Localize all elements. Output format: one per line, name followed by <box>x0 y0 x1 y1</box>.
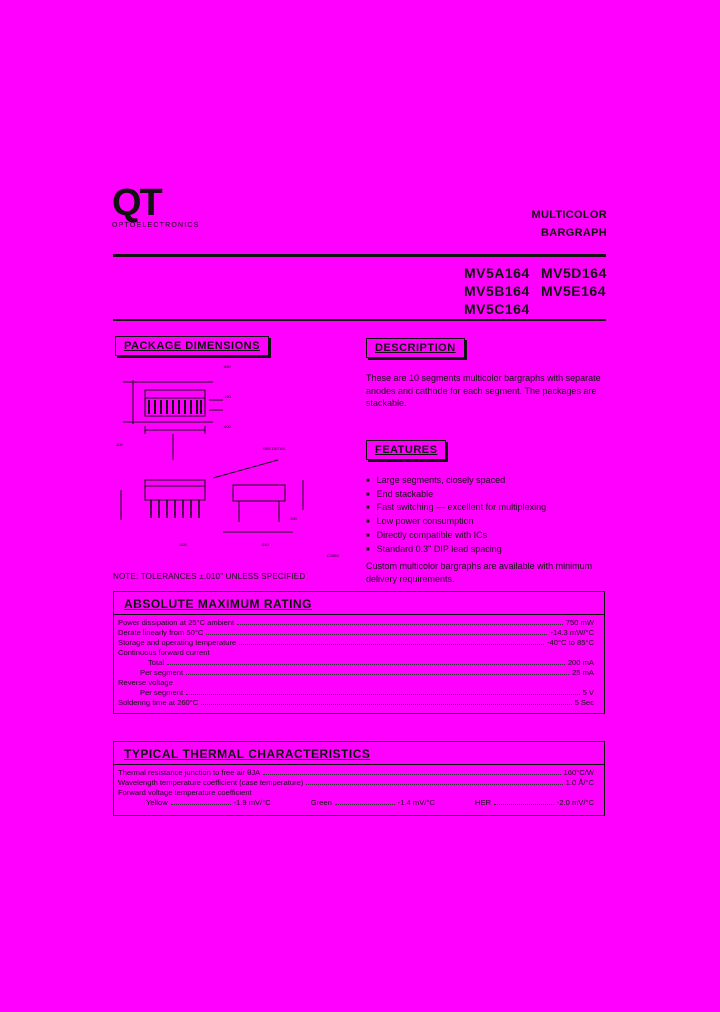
feature-item: ■ End stackable <box>366 488 606 502</box>
feature-item: ■ Large segments, closely spaced <box>366 474 606 488</box>
drawing-ref: C1888 <box>327 553 339 558</box>
dimension-label: .190 <box>223 394 231 399</box>
forward-voltage-coefficients <box>114 798 604 808</box>
dimension-label: .010 <box>261 542 269 547</box>
part-number: MV5E164 <box>541 283 606 299</box>
logo-subtitle: OPTOELECTRONICS <box>112 222 200 229</box>
doc-title-line1: MULTICOLOR <box>531 209 607 221</box>
rating-row: Per segment 5 V <box>140 688 594 697</box>
package-dimensions-heading: PACKAGE DIMENSIONS <box>115 336 269 356</box>
package-body-end-view <box>233 485 285 501</box>
fv-color-label: Yellow <box>146 798 168 807</box>
company-logo <box>112 182 200 229</box>
fv-color-label: Green <box>310 798 332 807</box>
absolute-maximum-rating-heading: ABSOLUTE MAXIMUM RATING <box>124 597 312 611</box>
rating-row: Derate linearly from 50°C -14.3 mW/°C <box>118 628 594 637</box>
features-heading: FEATURES <box>366 440 446 460</box>
fv-value: -1.9 mV/°C <box>233 798 271 807</box>
part-number: MV5C164 <box>464 301 530 317</box>
rating-row: Soldering time at 260°C 5 Sec <box>118 698 594 707</box>
dimension-label: .020 <box>179 542 187 547</box>
part-number: MV5B164 <box>464 283 530 299</box>
rating-row: Total 200 mA <box>148 658 594 667</box>
thermal-characteristics-table <box>113 741 605 816</box>
thermal-row: Thermal resistance junction to free air θJA 160°C/W <box>118 768 594 777</box>
fv-value: -2.0 mV/°C <box>556 798 594 807</box>
part-number: MV5A164 <box>464 265 530 281</box>
package-body-side-view <box>145 480 205 500</box>
absolute-maximum-rating-table <box>113 591 605 714</box>
thermal-characteristics-heading: TYPICAL THERMAL CHARACTERISTICS <box>124 747 371 761</box>
thermal-row: Forward voltage temperature coefficient <box>118 788 252 797</box>
rating-row: Storage and operating temperature -40°C to 85°C <box>118 638 594 647</box>
fv-value: -1.4 mV/°C <box>397 798 435 807</box>
rating-row: Reverse voltage <box>118 678 173 687</box>
tolerance-note: NOTE: TOLERANCES ±.010" UNLESS SPECIFIED <box>113 572 306 581</box>
feature-item: ■ Fast switching — excellent for multiplexing <box>366 501 606 515</box>
doc-title-line2: BARGRAPH <box>541 227 607 239</box>
custom-order-note: Custom multicolor bargraphs are available with minimum delivery requirements. <box>366 561 593 584</box>
dimension-label: SEE DETAIL <box>263 446 286 451</box>
header-rule-bottom <box>113 319 606 321</box>
header-rule-top <box>113 254 606 257</box>
dimension-label: .400 <box>223 424 231 429</box>
logo-mark: QT <box>112 182 161 224</box>
package-dimensions-drawing <box>113 360 343 565</box>
fv-color-label: HER <box>474 798 491 807</box>
dimension-label: .880 <box>223 364 231 369</box>
feature-item: ■ Directly compatible with ICs <box>366 529 606 543</box>
rating-row: Per segment 25 mA <box>140 668 594 677</box>
description-heading: DESCRIPTION <box>366 338 465 358</box>
dimension-label: .100 <box>115 442 123 447</box>
rating-row: Power dissipation at 25°C ambient 750 mW <box>118 618 594 627</box>
part-number: MV5D164 <box>541 265 607 281</box>
features-list <box>366 474 606 556</box>
thermal-row: Wavelength temperature coefficient (case temperature) 1.0 Å/°C <box>118 778 594 787</box>
feature-item: ■ Low power consumption <box>366 515 606 529</box>
feature-item: ■ Standard 0.3" DIP lead spacing <box>366 543 606 557</box>
description-text: These are 10 segments multicolor bargraphs with separate anodes and cathode for each segment. The packages are stackable. <box>366 373 601 408</box>
dimension-label: .300 <box>289 516 297 521</box>
rating-row: Continuous forward current <box>118 648 210 657</box>
